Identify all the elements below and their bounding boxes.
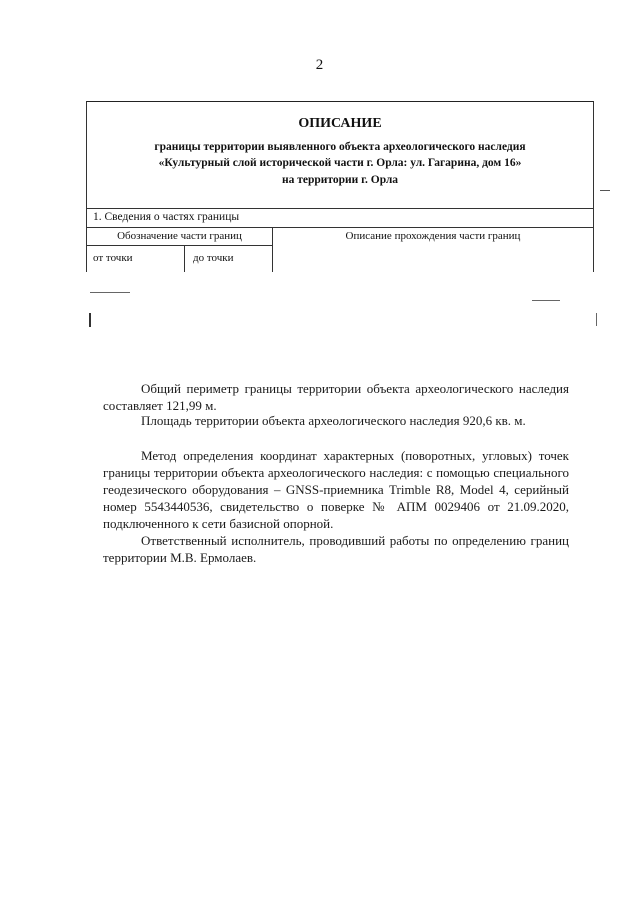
subtitle-line-3: на территории г. Орла xyxy=(281,174,399,186)
column-divider xyxy=(184,245,185,272)
document-title: ОПИСАНИЕ xyxy=(298,116,382,131)
subheader-from-point: от точки xyxy=(93,252,133,264)
executor-paragraph: Ответственный исполнитель, проводивший работы по определению границ территории М.В. Ермолаев. xyxy=(103,533,569,565)
scan-mark xyxy=(532,300,560,301)
table-rule xyxy=(87,208,593,209)
area-paragraph: Площадь территории объекта археологического наследия 920,6 кв. м. xyxy=(141,413,526,428)
scan-mark xyxy=(90,292,130,293)
column-header-designation: Обозначение части границ xyxy=(117,230,242,242)
page-number: 2 xyxy=(315,57,324,73)
column-header-description: Описание прохождения части границ xyxy=(345,230,521,242)
perimeter-paragraph: Общий периметр границы территории объекта археологического наследия составляет 121,99 м. xyxy=(103,381,569,413)
boundary-description-table xyxy=(86,101,594,272)
subheader-to-point: до точки xyxy=(193,252,234,264)
method-paragraph: Метод определения координат характерных (поворотных, угловых) точек границы территории объекта археологического наследия: с помощью специального геодезического оборудования – GNSS-приемника Trimble R8, Model 4, серийный номер 5543440536, свидетельство о поверке № АПМ 0029406 от 21.09.2020, подключенного к сети базисной опорной. xyxy=(103,448,569,531)
section-title: 1. Сведения о частях границы xyxy=(93,211,240,223)
scan-mark xyxy=(596,313,597,326)
table-rule xyxy=(87,245,272,246)
column-divider xyxy=(272,227,273,272)
table-rule xyxy=(87,227,593,228)
scan-mark xyxy=(600,190,610,191)
subtitle-line-1: границы территории выявленного объекта археологического наследия xyxy=(154,141,526,153)
scan-mark xyxy=(89,313,91,327)
subtitle-line-2: «Культурный слой исторической части г. Орла: ул. Гагарина, дом 16» xyxy=(158,157,522,169)
